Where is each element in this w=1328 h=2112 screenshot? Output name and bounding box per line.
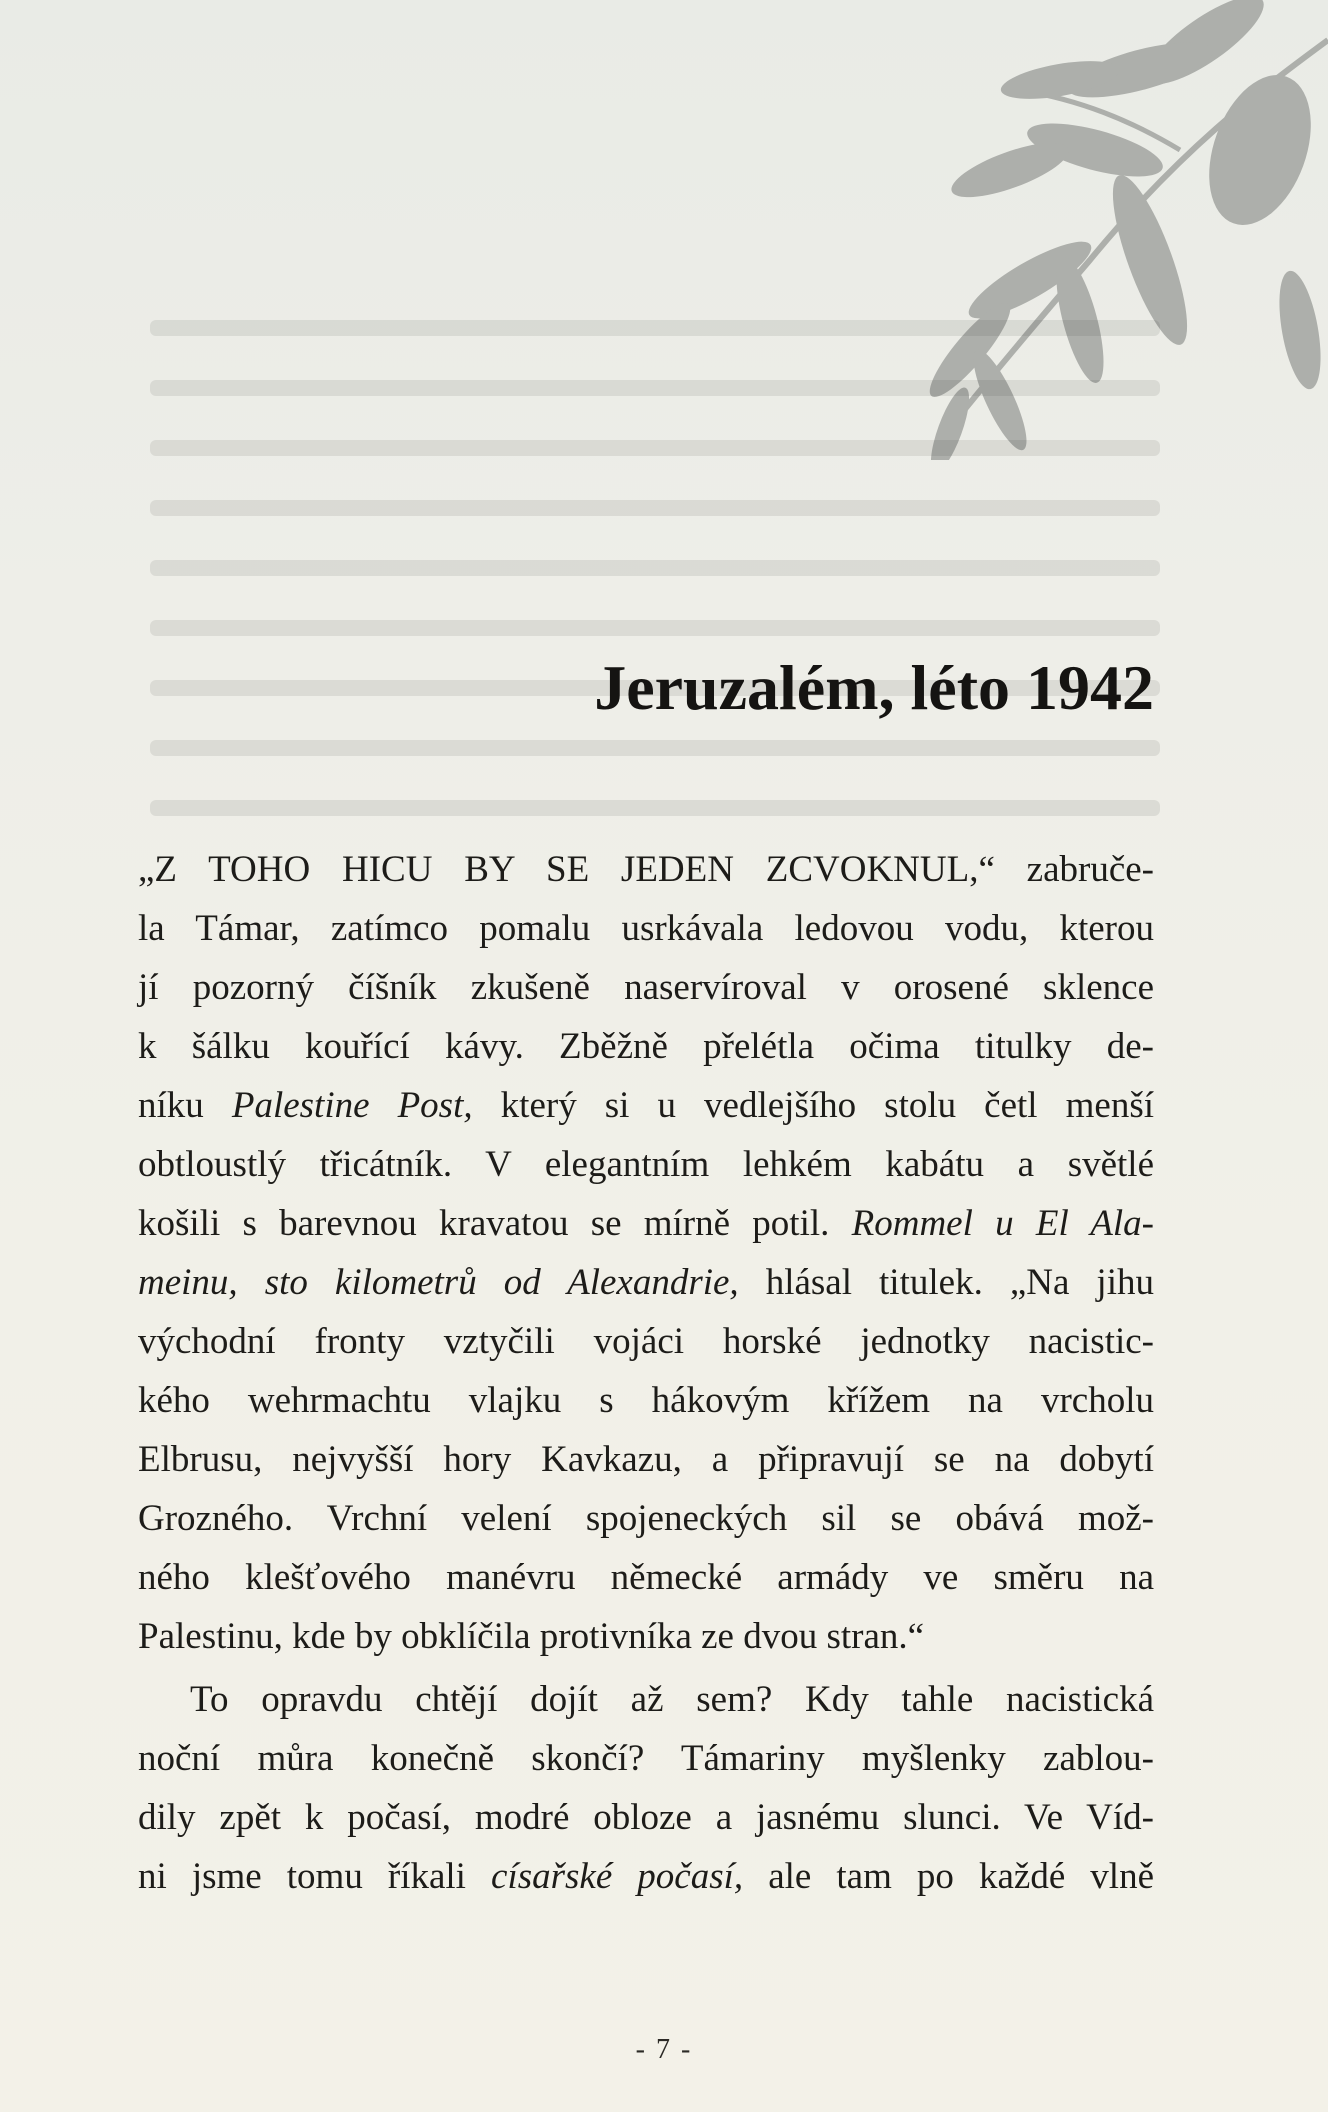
text-line: Grozného. Vrchní velení spojeneckých sil se obává mož- [138, 1498, 1154, 1539]
chapter-body [138, 840, 1154, 1906]
text-line [138, 1076, 1154, 1135]
text-line: Elbrusu, nejvyšší hory Kavkazu, a připravují se na dobytí [138, 1439, 1154, 1480]
bleed-through-text [150, 300, 1160, 820]
text-run: hlásal titulek. „Na jihu [738, 1262, 1154, 1303]
page-number: - 7 - [635, 2034, 693, 2065]
text-run: níku [138, 1085, 232, 1126]
chapter-title: Jeruzalém, léto 1942 [594, 652, 1154, 723]
newspaper-title: Palestine Post, [231, 1085, 473, 1126]
text-line: la Támar, zatímco pomalu usrkávala ledovou vodu, kterou [138, 908, 1154, 949]
text-line: jí pozorný číšník zkušeně naservíroval v orosené sklence [138, 967, 1154, 1008]
emphasis-text: císařské počasí, [491, 1856, 744, 1897]
text-line: dily zpět k počasí, modré obloze a jasnému slunci. Ve Víd- [138, 1797, 1154, 1838]
text-line [138, 1847, 1154, 1906]
text-line: „Z TOHO HICU BY SE JEDEN ZCVOKNUL,“ zabruče- [138, 849, 1154, 890]
text-run: ni jsme tomu říkali [138, 1856, 492, 1897]
text-line: obtloustlý třicátník. V elegantním lehkém kabátu a světlé [138, 1144, 1154, 1185]
text-line [138, 1194, 1154, 1253]
text-run: košili s barevnou kravatou se mírně potil. [138, 1203, 852, 1244]
text-run: který si u vedlejšího stolu četl menší [472, 1085, 1155, 1126]
text-line: Palestinu, kde by obklíčila protivníka ze dvou stran.“ [138, 1616, 925, 1657]
text-line: k šálku kouřící kávy. Zběžně přelétla očima titulky de- [138, 1026, 1154, 1067]
text-line [138, 1253, 1154, 1312]
text-line: noční můra konečně skončí? Támariny myšlenky zablou- [138, 1738, 1154, 1779]
headline-text: meinu, sto kilometrů od Alexandrie, [138, 1262, 739, 1303]
text-line: kého wehrmachtu vlajku s hákovým křížem na vrcholu [138, 1380, 1154, 1421]
text-line: To opravdu chtějí dojít až sem? Kdy tahle nacistická [190, 1679, 1154, 1720]
text-line: ného klešťového manévru německé armády ve směru na [138, 1557, 1154, 1598]
text-run: ale tam po každé vlně [743, 1856, 1154, 1897]
text-line: východní fronty vztyčili vojáci horské jednotky nacistic- [138, 1321, 1154, 1362]
headline-text: Rommel u El Ala- [851, 1203, 1154, 1244]
